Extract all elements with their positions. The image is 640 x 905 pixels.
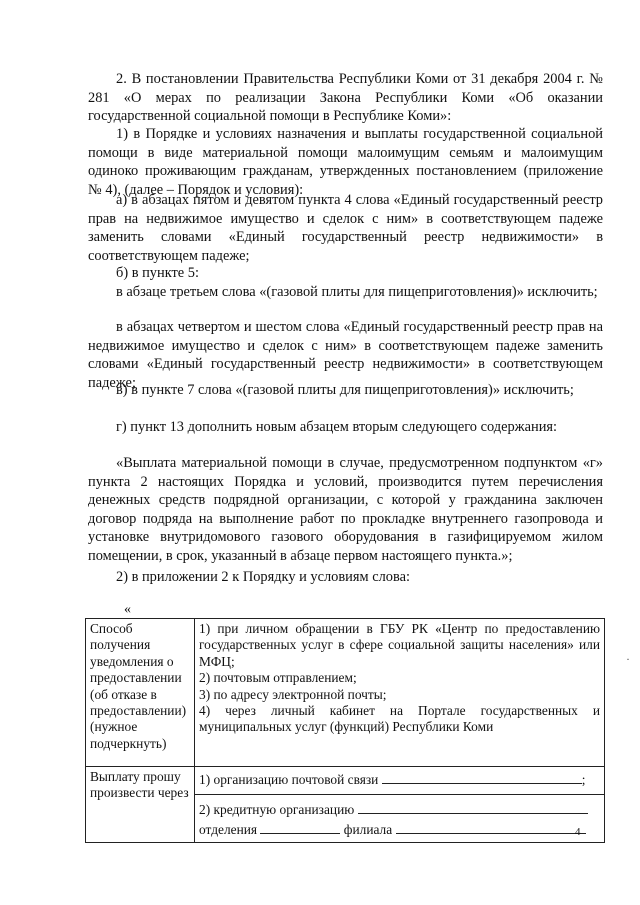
margin-dot: · [626, 652, 630, 666]
paragraph-9: «Выплата материальной помощи в случае, предусмотренном подпунктом «г» пункта 2 настоящих Порядка и условий, производится путем перечисления денежных средств подрядной организации, с которой у гражданина заключен договор подряда на выполнение работ по прокладке внутреннего газопровода и установке внутридомового газового оборудования в газифицируемом жилом помещении, в срок, указанный в абзаце первом настоящего пункта.»; [88, 455, 603, 564]
quote-open-mark: « [124, 602, 131, 617]
paragraph-4: б) в пункте 5: [116, 265, 199, 281]
paragraph-1: 2. В постановлении Правительства Республики Коми от 31 декабря 2004 г. № 281 «О мерах по реализации Закона Республики Коми «Об оказании государственной социальной помощи в Республике Коми»: [88, 71, 603, 124]
paragraph-2: 1) в Порядке и условиях назначения и выплаты государственной социальной помощи в виде материальной помощи малоимущим семьям и малоимущим одиноко проживающим гражданам, утвержденных постановлением (приложение № 4), (далее – Порядок и условия): [88, 126, 603, 198]
page-number: 4 [575, 826, 581, 838]
notification-option-4: 4) через личный кабинет на Портале государственных и муниципальных услуг (функций) Республики Коми [199, 703, 600, 735]
payment-options [195, 766, 605, 842]
table-row-payment [86, 766, 605, 842]
notification-option-3: 3) по адресу электронной почты; [199, 686, 387, 702]
payment-option-post-end: ; [581, 771, 586, 787]
table-row-notification [86, 619, 605, 767]
paragraph-8: г) пункт 13 дополнить новым абзацем вторым следующего содержания: [116, 419, 558, 435]
branch-office-label: отделения [199, 821, 258, 837]
bank-name-blank[interactable] [358, 801, 588, 814]
notification-option-1: 1) при личном обращении в ГБУ РК «Центр по предоставлению государственных услуг в сфере социальной защиты населения» или МФЦ; [199, 621, 600, 669]
paragraph-7: в) в пункте 7 слова «(газовой плиты для пищеприготовления)» исключить; [116, 382, 574, 398]
branch-office-blank[interactable] [260, 821, 340, 834]
application-form-table [85, 618, 605, 843]
payment-option-bank: 2) кредитную организацию [199, 802, 355, 818]
paragraph-3: а) в абзацах пятом и девятом пункта 4 слова «Единый государственный реестр прав на недвижимое имущество и сделок с ним» в соответствующем падеже заменить словами «Единый государственный реестр недвижимости» в соответствующем падеже; [88, 192, 603, 264]
post-office-blank[interactable] [382, 771, 582, 784]
notification-options [195, 619, 605, 767]
paragraph-6: в абзацах четвертом и шестом слова «Единый государственный реестр прав на недвижимое имущество и сделок с ним» в соответствующем падеже заменить словами «Единый государственный реестр недвижимости» в соответствующем падеже; [88, 319, 603, 391]
payment-method-label: Выплату прошу произвести через [86, 766, 195, 842]
branch-blank[interactable] [396, 821, 586, 834]
notification-option-2: 2) почтовым отправлением; [199, 670, 357, 686]
notification-method-label: Способ получения уведомления о предоставлении (об отказе в предоставлении) (нужное подчеркнуть) [86, 619, 195, 767]
payment-option-post: 1) организацию почтовой связи [199, 771, 379, 787]
paragraph-10: 2) в приложении 2 к Порядку и условиям слова: [116, 569, 410, 585]
branch-label: филиала [343, 821, 393, 837]
paragraph-5: в абзаце третьем слова «(газовой плиты для пищеприготовления)» исключить; [116, 284, 598, 300]
